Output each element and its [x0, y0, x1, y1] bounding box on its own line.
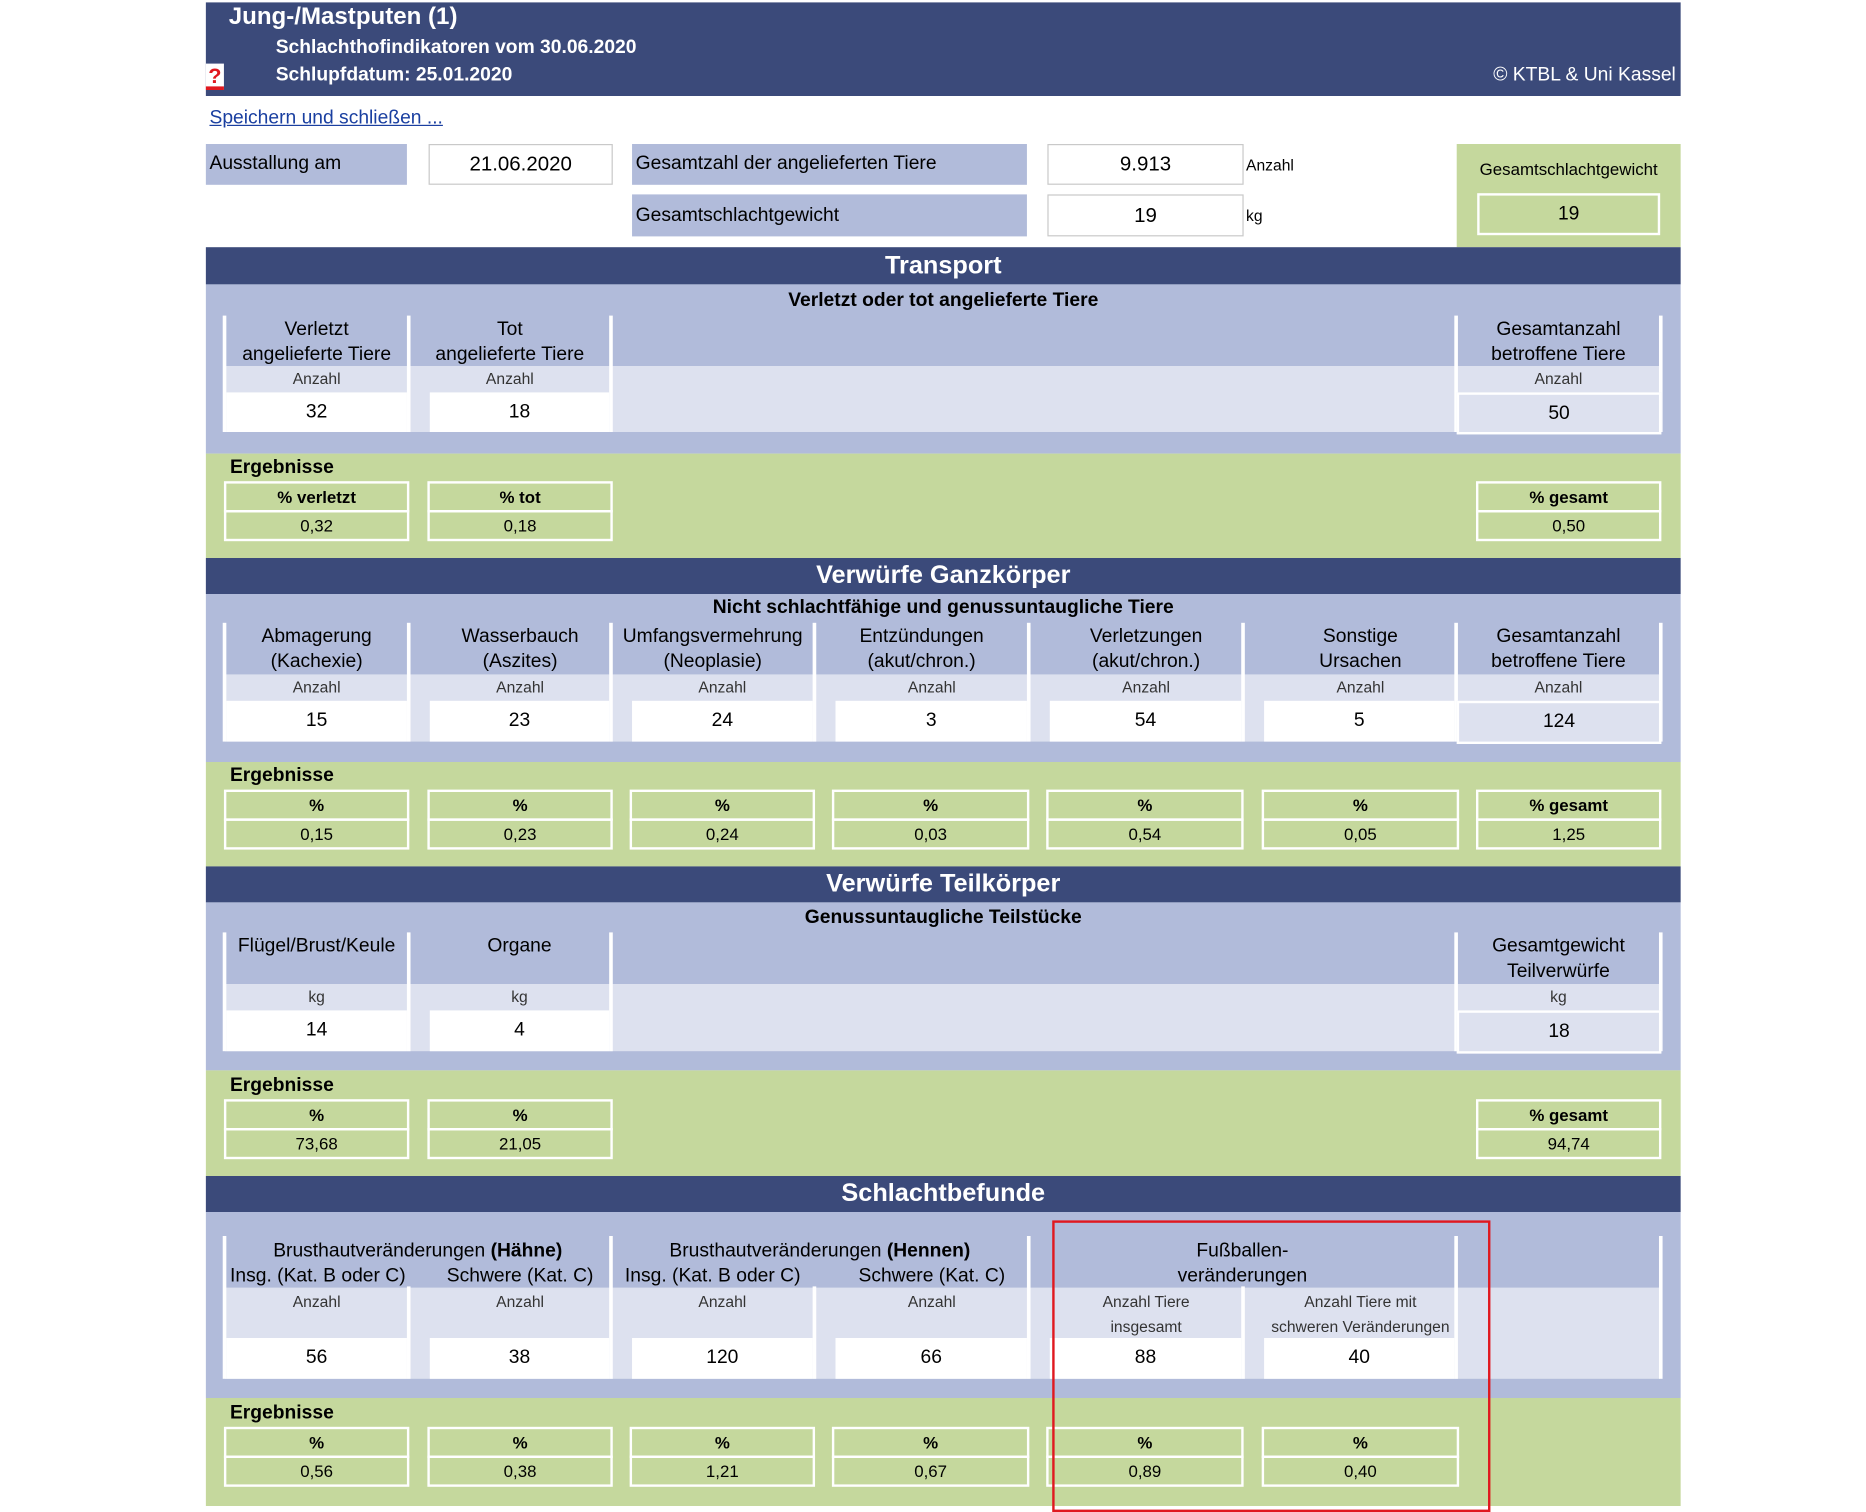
sb-res-fuss-schwer-value: 0,40	[1262, 1456, 1459, 1487]
transport-results-label: Ergebnisse	[229, 457, 334, 478]
tk-fluegel-input[interactable]: 14	[226, 1010, 407, 1051]
transport-res-total-value: 0,50	[1476, 510, 1661, 541]
sb-col-hennen-insg-unit: Anzahl	[698, 1292, 747, 1311]
gk-col-wasserbauch-header: Wasserbauch (Aszites)	[461, 626, 579, 672]
gk-col-wasserbauch-unit: Anzahl	[496, 678, 545, 696]
gk-umfangsvermehrung-input[interactable]: 24	[632, 701, 813, 742]
gk-res-total-label: % gesamt	[1476, 790, 1661, 821]
transport-col-verletzt-header: Verletzt angelieferte Tiere	[242, 319, 392, 365]
tk-res-organe-value: 21,05	[427, 1128, 612, 1159]
transport-res-verletzt-value: 0,32	[224, 510, 409, 541]
gk-res-abmagerung-label: %	[224, 790, 409, 821]
sb-res-hennen-insg-label: %	[630, 1427, 815, 1458]
sb-res-hennen-insg-value: 1,21	[630, 1456, 815, 1487]
tk-organe-input[interactable]: 4	[430, 1010, 609, 1051]
sb-col-haehne-schwer-unit: Anzahl	[496, 1292, 545, 1311]
teilkoerper-subtitle: Genussuntaugliche Teilstücke	[804, 907, 1082, 928]
gk-col-sonstige-header: Sonstige Ursachen	[1319, 626, 1402, 672]
gk-total-value: 124	[1457, 701, 1662, 744]
teilkoerper-header: Verwürfe Teilkörper	[206, 866, 1681, 902]
highlight-frame	[1052, 1220, 1490, 1512]
sb-fuss-schwer-input[interactable]: 40	[1264, 1338, 1454, 1379]
sb-group-fussballen-header: Fußballen- veränderungen	[1177, 1240, 1308, 1287]
gk-col-total-unit: Anzahl	[1534, 678, 1583, 696]
gesamtzahl-unit: Anzahl	[1246, 155, 1294, 174]
gk-col-abmagerung-header: Abmagerung (Kachexie)	[261, 626, 372, 672]
tk-col-fluegel-unit: kg	[308, 987, 325, 1006]
gk-col-total-header: Gesamtanzahl betroffene Tiere	[1491, 626, 1626, 672]
gk-res-sonstige-label: %	[1262, 790, 1459, 821]
help-icon[interactable]: ?	[206, 64, 224, 90]
save-and-close-link[interactable]: Speichern und schließen ...	[209, 108, 443, 129]
gewicht-unit: kg	[1246, 206, 1263, 225]
ganzkoerper-header: Verwürfe Ganzkörper	[206, 558, 1681, 594]
sb-res-fuss-insg-label: %	[1046, 1427, 1243, 1458]
transport-header: Transport	[206, 247, 1681, 284]
gk-res-umfangsvermehrung-label: %	[630, 790, 815, 821]
side-weight-label: Gesamtschlachtgewicht	[1479, 159, 1658, 179]
sb-res-hennen-schwer-value: 0,67	[832, 1456, 1029, 1487]
transport-col-total-unit: Anzahl	[1534, 369, 1583, 388]
tk-res-fluegel-label: %	[224, 1099, 409, 1130]
transport-verletzt-input[interactable]: 32	[226, 392, 407, 432]
gk-col-umfangsvermehrung-unit: Anzahl	[698, 678, 747, 696]
sb-col-hennen-insg-header: Insg. (Kat. B oder C)	[624, 1266, 801, 1287]
sb-col-haehne-insg-header: Insg. (Kat. B oder C)	[230, 1266, 406, 1287]
gk-res-sonstige-value: 0,05	[1262, 818, 1459, 849]
sb-fuss-insg-input[interactable]: 88	[1050, 1338, 1241, 1379]
tk-col-organe-unit: kg	[511, 987, 528, 1006]
sb-res-haehne-schwer-value: 0,38	[427, 1456, 612, 1487]
gesamtzahl-label: Gesamtzahl der angelieferten Tiere	[632, 144, 1027, 185]
transport-total-value: 50	[1457, 392, 1662, 434]
gk-col-umfangsvermehrung-header: Umfangsvermehrung (Neoplasie)	[622, 626, 803, 672]
sb-hennen-schwer-input[interactable]: 66	[836, 1338, 1027, 1379]
ganzkoerper-subtitle: Nicht schlachtfähige und genussuntaugliche Tiere	[712, 597, 1174, 618]
sb-group-hennen-header: Brusthautveränderungen (Hennen)	[669, 1240, 971, 1262]
ausstallung-label: Ausstallung am	[206, 144, 407, 185]
transport-res-verletzt-label: % verletzt	[224, 481, 409, 512]
schlachtbefunde-header: Schlachtbefunde	[206, 1176, 1681, 1212]
gk-res-entzuendungen-value: 0,03	[832, 818, 1029, 849]
gk-res-wasserbauch-label: %	[427, 790, 612, 821]
sb-res-haehne-insg-value: 0,56	[224, 1456, 409, 1487]
gewicht-label: Gesamtschlachtgewicht	[632, 194, 1027, 236]
gk-verletzungen-input[interactable]: 54	[1050, 701, 1241, 742]
transport-col-tot-unit: Anzahl	[485, 369, 534, 388]
gk-col-verletzungen-unit: Anzahl	[1122, 678, 1171, 696]
sb-haehne-schwer-input[interactable]: 38	[430, 1338, 609, 1379]
gk-res-umfangsvermehrung-value: 0,24	[630, 818, 815, 849]
gk-res-wasserbauch-value: 0,23	[427, 818, 612, 849]
page-title: Jung-/Mastputen (1)	[228, 3, 458, 31]
transport-col-tot-header: Tot angelieferte Tiere	[435, 319, 585, 365]
tk-res-total-label: % gesamt	[1476, 1099, 1661, 1130]
tk-res-organe-label: %	[427, 1099, 612, 1130]
tk-res-total-value: 94,74	[1476, 1128, 1661, 1159]
transport-col-total-header: Gesamtanzahl betroffene Tiere	[1491, 319, 1626, 365]
ganzkoerper-results-label: Ergebnisse	[229, 765, 334, 787]
ausstallung-input[interactable]: 21.06.2020	[429, 144, 613, 185]
tk-res-fluegel-value: 73,68	[224, 1128, 409, 1159]
gk-wasserbauch-input[interactable]: 23	[430, 701, 609, 742]
transport-res-tot-label: % tot	[427, 481, 612, 512]
gk-res-verletzungen-value: 0,54	[1046, 818, 1243, 849]
side-weight-value: 19	[1477, 193, 1660, 235]
sb-hennen-insg-input[interactable]: 120	[632, 1338, 813, 1379]
gk-res-entzuendungen-label: %	[832, 790, 1029, 821]
gk-col-sonstige-unit: Anzahl	[1336, 678, 1385, 696]
transport-res-total-label: % gesamt	[1476, 481, 1661, 512]
sb-col-fuss-schwer-unit: Anzahl Tiere mit schweren Veränderungen	[1271, 1292, 1450, 1336]
hatch-date: Schlupfdatum: 25.01.2020	[275, 64, 513, 86]
sb-col-haehne-schwer-header: Schwere (Kat. C)	[446, 1266, 594, 1287]
sb-res-fuss-insg-value: 0,89	[1046, 1456, 1243, 1487]
gk-col-verletzungen-header: Verletzungen (akut/chron.)	[1089, 626, 1203, 672]
sb-res-hennen-schwer-label: %	[832, 1427, 1029, 1458]
gk-sonstige-input[interactable]: 5	[1264, 701, 1454, 742]
gk-res-total-value: 1,25	[1476, 818, 1661, 849]
tk-total-value: 18	[1457, 1010, 1662, 1053]
schlachtbefunde-results-label: Ergebnisse	[229, 1402, 334, 1424]
sb-col-fuss-insg-unit: Anzahl Tiere insgesamt	[1102, 1292, 1190, 1336]
sb-col-haehne-insg-unit: Anzahl	[292, 1292, 341, 1311]
sb-haehne-insg-input[interactable]: 56	[226, 1338, 407, 1379]
gk-abmagerung-input[interactable]: 15	[226, 701, 407, 742]
gk-entzuendungen-input[interactable]: 3	[836, 701, 1027, 742]
transport-tot-input[interactable]: 18	[430, 392, 609, 432]
sb-col-hennen-schwer-unit: Anzahl	[907, 1292, 956, 1311]
indicators-date: Schlachthofindikatoren vom 30.06.2020	[275, 37, 637, 58]
tk-col-total-header: Gesamtgewicht Teilverwürfe	[1492, 936, 1625, 982]
sb-res-fuss-schwer-label: %	[1262, 1427, 1459, 1458]
transport-col-verletzt-unit: Anzahl	[292, 369, 341, 388]
sb-col-hennen-schwer-header: Schwere (Kat. C)	[858, 1266, 1006, 1287]
copyright: © KTBL & Uni Kassel	[1493, 64, 1676, 86]
sb-group-haehne-header: Brusthautveränderungen (Hähne)	[273, 1240, 563, 1262]
sb-res-haehne-insg-label: %	[224, 1427, 409, 1458]
teilkoerper-results-label: Ergebnisse	[229, 1075, 334, 1096]
gewicht-input[interactable]: 19	[1047, 194, 1243, 236]
sb-res-haehne-schwer-label: %	[427, 1427, 612, 1458]
tk-col-total-unit: kg	[1550, 987, 1567, 1006]
tk-col-fluegel-header: Flügel/Brust/Keule	[237, 936, 396, 957]
tk-col-organe-header: Organe	[487, 936, 552, 957]
gk-col-abmagerung-unit: Anzahl	[292, 678, 341, 696]
gk-res-verletzungen-label: %	[1046, 790, 1243, 821]
gk-col-entzuendungen-unit: Anzahl	[907, 678, 956, 696]
transport-res-tot-value: 0,18	[427, 510, 612, 541]
gk-res-abmagerung-value: 0,15	[224, 818, 409, 849]
transport-subtitle: Verletzt oder tot angelieferte Tiere	[788, 290, 1099, 311]
gesamtzahl-input[interactable]: 9.913	[1047, 144, 1243, 185]
gk-col-entzuendungen-header: Entzündungen (akut/chron.)	[859, 626, 984, 672]
